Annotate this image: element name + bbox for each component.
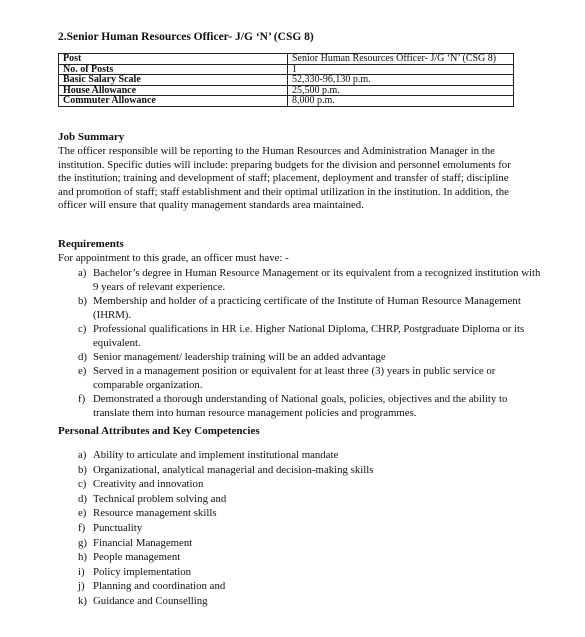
table-label: House Allowance (59, 85, 288, 96)
list-item (58, 565, 373, 580)
list-item-text: People management (93, 551, 181, 564)
list-marker: g) (78, 536, 87, 549)
list-item-text: Punctuality (93, 521, 143, 534)
job-summary-text: The officer responsible will be reporting to the Human Resources and Administration Manager in the institution. Specific duties will include: preparing budgets for the division and personnel emoluments for the institution; training and development of staff; placement, deployment and transfer of staff; discipline and promotion of staff; staff establishment and their optimal utilization in the institution. In addition, the officer will ensure that quality management standards area maintained. (58, 145, 511, 212)
list-item-text: Served in a management position or equivalent for at least three (3) years in public service or comparable organization. (93, 365, 496, 391)
table-value: 1 (288, 64, 514, 75)
list-item (58, 294, 543, 322)
table-row (59, 96, 514, 107)
post-details-table (58, 53, 514, 107)
list-item (58, 521, 373, 536)
list-item-text: Policy implementation (93, 565, 192, 578)
list-item (58, 448, 373, 463)
list-marker: b) (78, 295, 87, 307)
list-marker: e) (78, 365, 87, 377)
list-marker: a) (78, 267, 87, 279)
requirements-title: Requirements (58, 238, 124, 250)
list-marker: e) (78, 507, 87, 520)
list-item (58, 322, 543, 350)
list-marker: f) (78, 393, 86, 405)
list-item-text: Financial Management (93, 536, 193, 549)
table-value: 52,330-96,130 p.m. (288, 75, 514, 86)
table-row (59, 75, 514, 86)
list-item (58, 594, 373, 609)
requirements-list (58, 266, 543, 420)
competencies-title: Personal Attributes and Key Competencies (58, 425, 260, 437)
list-item (58, 536, 373, 551)
list-marker: f) (78, 521, 86, 534)
list-item-text: Guidance and Counselling (93, 594, 208, 607)
job-summary-title: Job Summary (58, 131, 125, 143)
list-marker: d) (78, 492, 87, 505)
list-marker: i) (78, 565, 85, 578)
list-item-text: Organizational, analytical managerial and decision-making skills (93, 463, 374, 476)
requirements-intro: For appointment to this grade, an officer must have: - (58, 252, 289, 264)
table-label: No. of Posts (59, 64, 288, 75)
list-item (58, 492, 373, 507)
list-marker: j) (78, 580, 85, 593)
list-marker: c) (78, 478, 87, 491)
list-item-text: Bachelor’s degree in Human Resource Management or its equivalent from a recognized institution with 9 years of relevant experience. (93, 267, 541, 293)
list-item-text: Senior management/ leadership training will be an added advantage (93, 351, 386, 363)
list-item (58, 550, 373, 565)
list-item (58, 266, 543, 294)
competencies-list (58, 448, 373, 609)
list-item (58, 477, 373, 492)
list-item (58, 463, 373, 478)
post-heading: 2.Senior Human Resources Officer- J/G ‘N’ (CSG 8) (58, 31, 314, 43)
list-marker: k) (78, 594, 87, 607)
table-row (59, 85, 514, 96)
list-item (58, 364, 543, 392)
list-item-text: Resource management skills (93, 507, 217, 520)
table-label: Post (59, 54, 288, 65)
table-value: 25,500 p.m. (288, 85, 514, 96)
list-marker: b) (78, 463, 87, 476)
table-label: Basic Salary Scale (59, 75, 288, 86)
list-item-text: Membership and holder of a practicing certificate of the Institute of Human Resource Management (IHRM). (93, 295, 521, 321)
list-item-text: Technical problem solving and (93, 492, 227, 505)
list-item-text: Planning and coordination and (93, 580, 226, 593)
list-item (58, 350, 543, 364)
list-item-text: Ability to articulate and implement institutional mandate (93, 449, 339, 461)
list-item (58, 579, 373, 594)
list-item-text: Professional qualifications in HR i.e. Higher National Diploma, CHRP, Postgraduate Diploma or its equivalent. (93, 323, 525, 349)
list-item-text: Demonstrated a thorough understanding of National goals, policies, objectives and the ability to translate them into human resource management policies and programmes. (93, 393, 508, 419)
list-marker: h) (78, 551, 87, 564)
list-marker: c) (78, 323, 87, 335)
table-label: Commuter Allowance (59, 96, 288, 107)
table-row (59, 64, 514, 75)
table-value: Senior Human Resources Officer- J/G ‘N’ (CSG 8) (288, 54, 514, 65)
table-value: 8,000 p.m. (288, 96, 514, 107)
list-item-text: Creativity and innovation (93, 478, 204, 491)
list-marker: d) (78, 351, 87, 363)
list-item (58, 392, 543, 420)
list-marker: a) (78, 449, 87, 461)
table-row (59, 54, 514, 65)
list-item (58, 506, 373, 521)
